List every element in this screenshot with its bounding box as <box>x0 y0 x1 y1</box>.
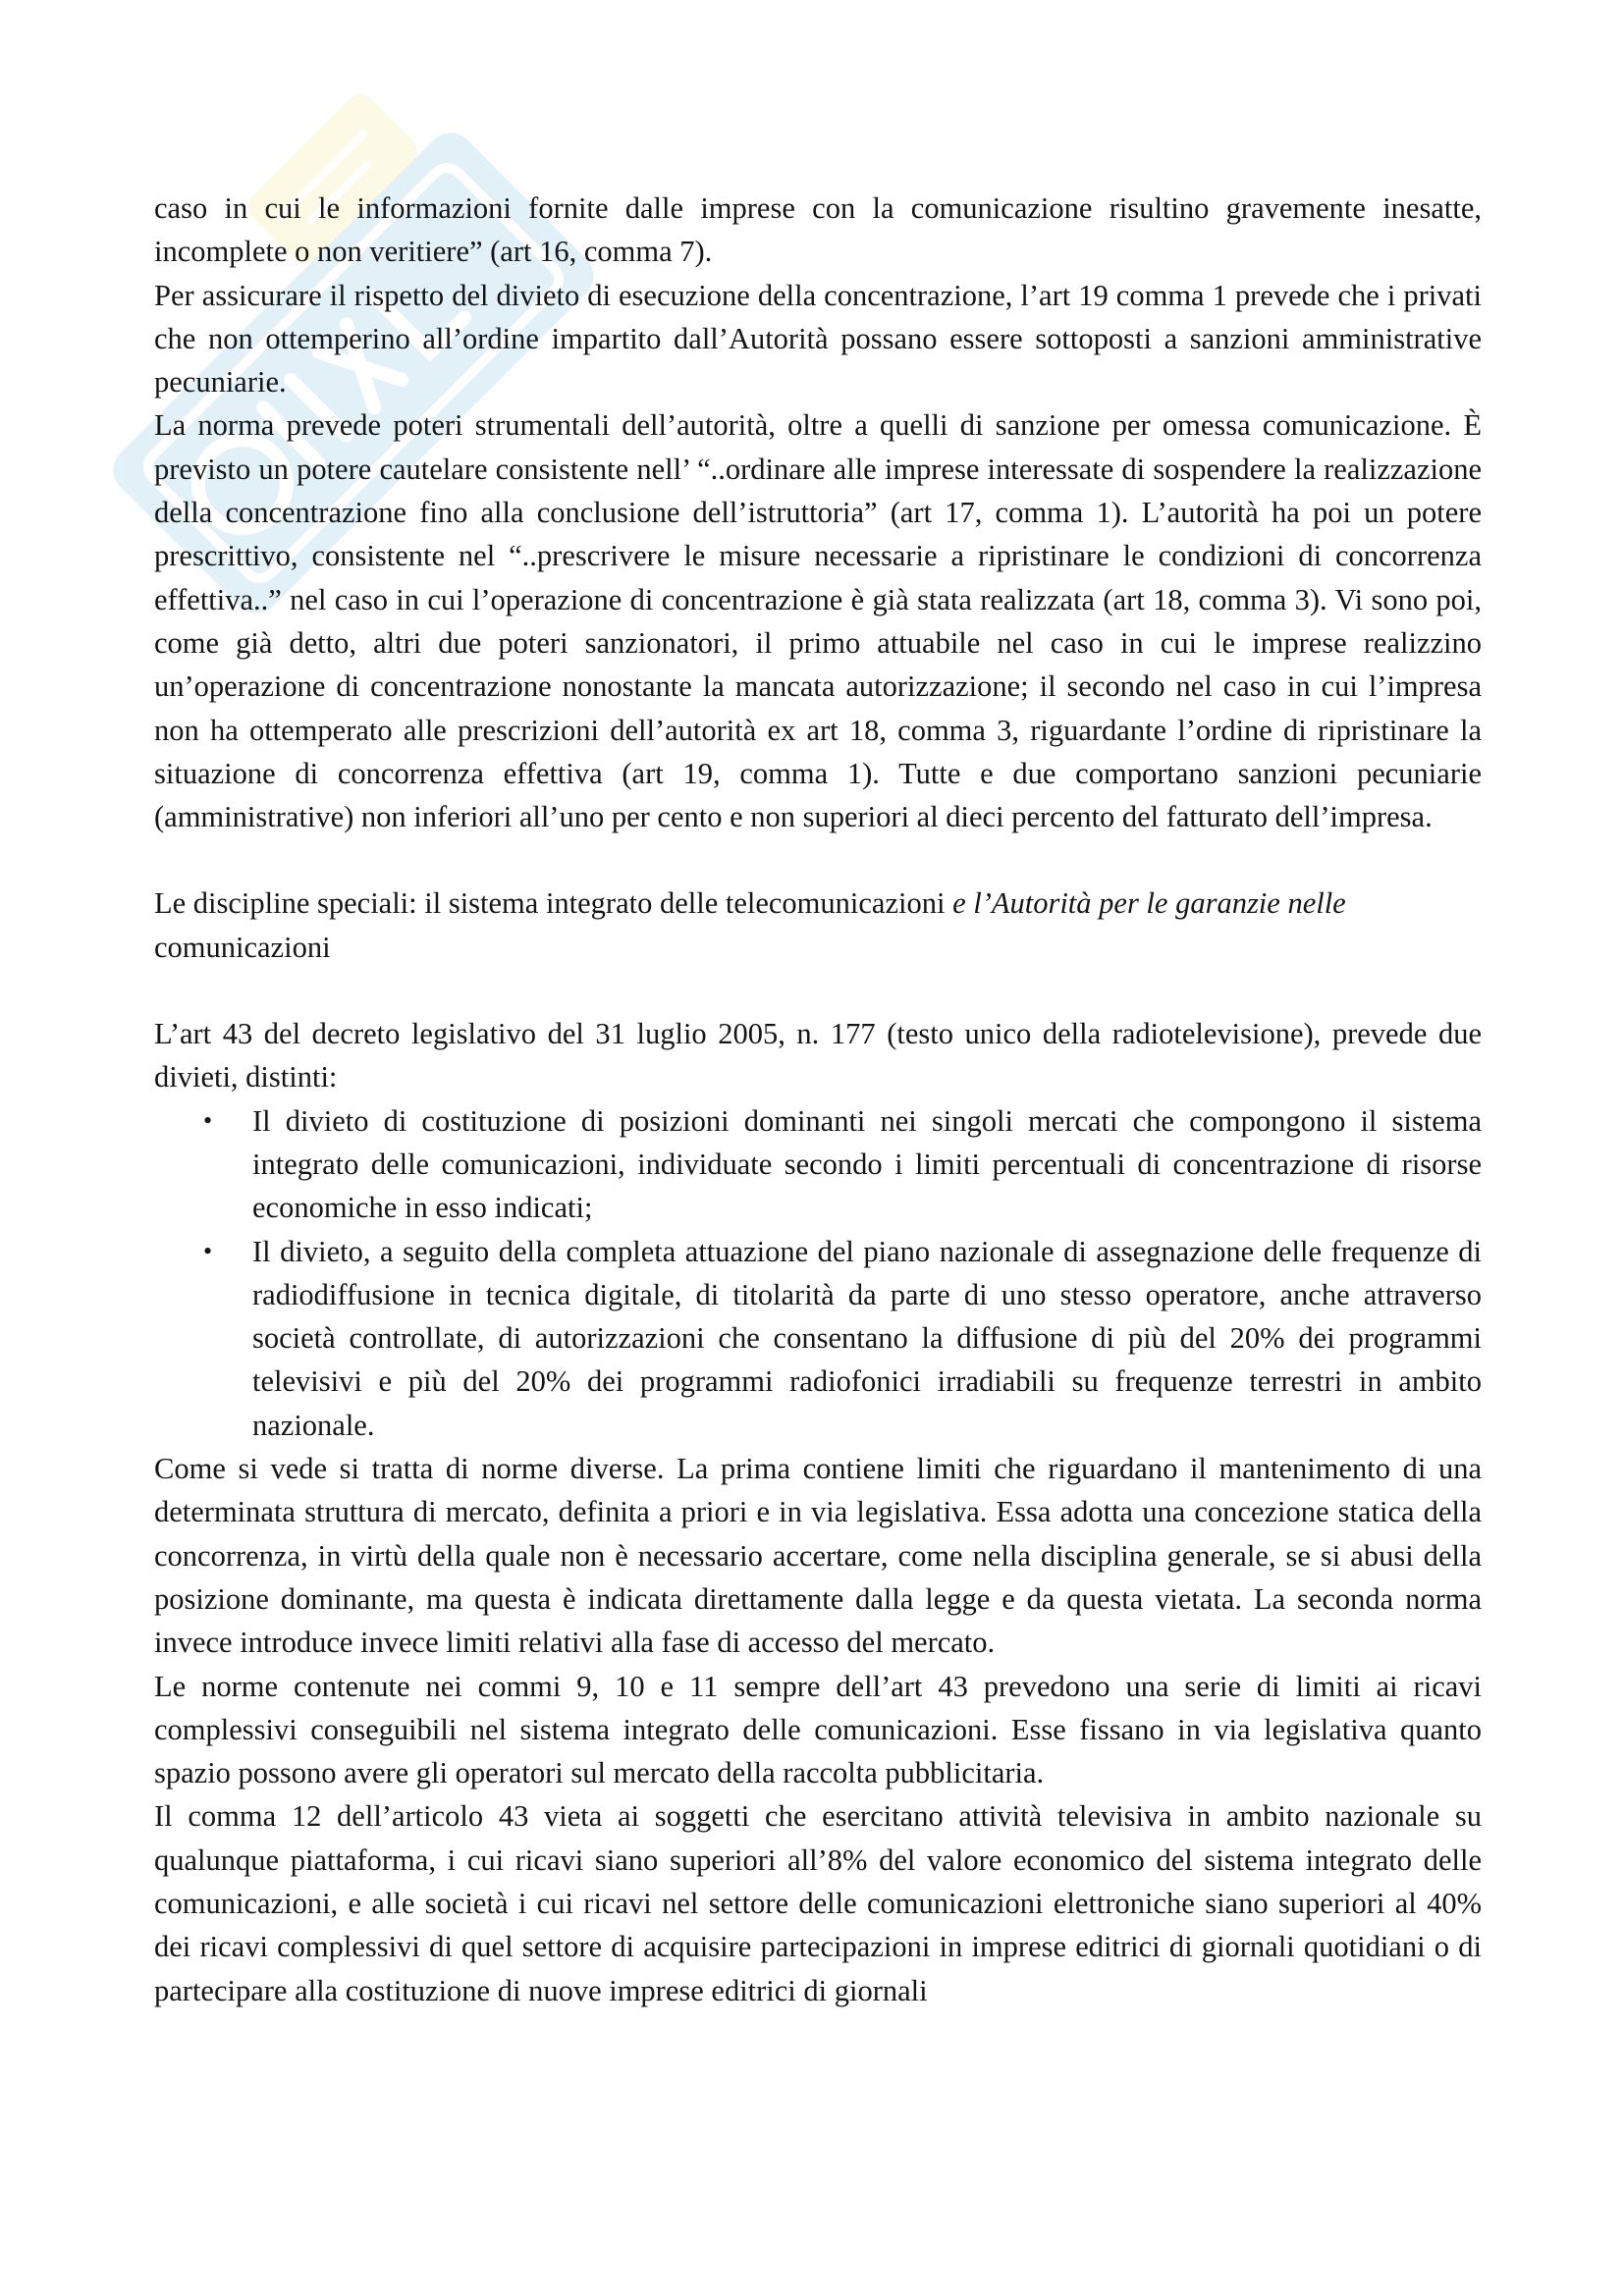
spacer <box>154 969 1482 1012</box>
paragraph: Il comma 12 dell’articolo 43 vieta ai soggetti che esercitano attività televisiva in ambito nazionale su qualunque piattaforma, i cui ricavi siano superiori all’8% del valore economico del sistema integrato delle comunicazioni, e alle società i cui ricavi nel settore delle comunicazioni elettroniche siano superiori al 40% dei ricavi complessivi di quel settore di acquisire partecipazioni in imprese editrici di giornali quotidiani o di partecipare alla costituzione di nuove imprese editrici di giornali <box>154 1799 1482 2007</box>
spacer <box>154 838 1482 881</box>
paragraph: Le norme contenute nei commi 9, 10 e 11 sempre dell’art 43 prevedono una serie di limiti ai ricavi complessivi conseguibili nel sistema integrato delle comunicazioni. Esse fissano in via legislativa quanto spazio possono avere gli operatori sul mercato della raccolta pubblicitaria. <box>154 1669 1482 1790</box>
list-item: • Il divieto di costituzione di posizioni dominanti nei singoli mercati che compongono il sistema integrato delle comunicazioni, individuate secondo i limiti percentuali di concentrazione di risorse economiche in esso indicati; <box>154 1099 1482 1230</box>
intro-paragraph: L’art 43 del decreto legislativo del 31 luglio 2005, n. 177 (testo unico della radiotelevisione), prevede due divieti, distinti: <box>154 1017 1482 1095</box>
paragraph: La norma prevede poteri strumentali dell’autorità, oltre a quelli di sanzione per omessa comunicazione. È previsto un potere cautelare consistente nell’ “..ordinare alle imprese interessate di sospendere la realizzazione della concentrazione fino alla conclusione dell’istruttoria” (art 17, comma 1). L’autorità ha poi un potere prescrittivo, consistente nel “..prescrivere le misure necessarie a ripristinare le condizioni di concorrenza effettiva..” nel caso in cui l’operazione di concentrazione è già stata realizzata (art 18, comma 3). Vi sono poi, come già detto, altri due poteri sanzionatori, il primo attuabile nel caso in cui le imprese realizzino un’operazione di concentrazione nonostante la mancata autorizzazione; il secondo nel caso in cui l’impresa non ha ottemperato alle prescrizioni dell’autorità ex art 18, comma 3, riguardante l’ordine di ripristinare la situazione di concorrenza effettiva (art 19, comma 1). Tutte e due comportano sanzioni pecuniarie (amministrative) non inferiori all’uno per cento e non superiori al dieci percento del fatturato dell’impresa. <box>154 408 1482 834</box>
paragraph: Come si vede si tratta di norme diverse. La prima contiene limiti che riguardano il mantenimento di una determinata struttura di mercato, definita a priori e in via legislativa. Essa adotta una concezione statica della concorrenza, in virtù della quale non è necessario accertare, come nella disciplina generale, se si abusi della posizione dominante, ma questa è indicata direttamente dalla legge e da questa vietata. La seconda norma invece introduce invece limiti relativi alla fase di accesso del mercato. <box>154 1452 1482 1660</box>
section-heading-text: Le discipline speciali: il sistema integrato delle telecomunicazioni <box>154 886 953 921</box>
list-item: • Il divieto, a seguito della completa attuazione del piano nazionale di assegnazione delle frequenze di radiodiffusione in tecnica digitale, di titolarità da parte di uno stesso operatore, anche attraverso società controllate, di autorizzazioni che consentano la diffusione di più del 20% dei programmi televisivi e più del 20% dei programmi radiofonici irradiabili su frequenze terrestri in ambito nazionale. <box>154 1230 1482 1447</box>
bullet-list <box>154 1099 1482 1447</box>
paragraph: caso in cui le informazioni fornite dalle imprese con la comunicazione risultino gravemente inesatte, incomplete o non veritiere” (art 16, comma 7). <box>154 191 1482 269</box>
document-page <box>154 187 1482 2012</box>
paragraph: Per assicurare il rispetto del divieto di esecuzione della concentrazione, l’art 19 comma 1 prevede che i privati che non ottemperino all’ordine impartito dall’Autorità possano essere sottoposti a sanzioni amministrative pecuniarie. <box>154 278 1482 400</box>
section-heading <box>154 881 1482 969</box>
section-heading-italic: e l’Autorità per le garanzie nelle <box>952 886 1346 921</box>
section-heading-end: comunicazioni <box>154 930 331 964</box>
